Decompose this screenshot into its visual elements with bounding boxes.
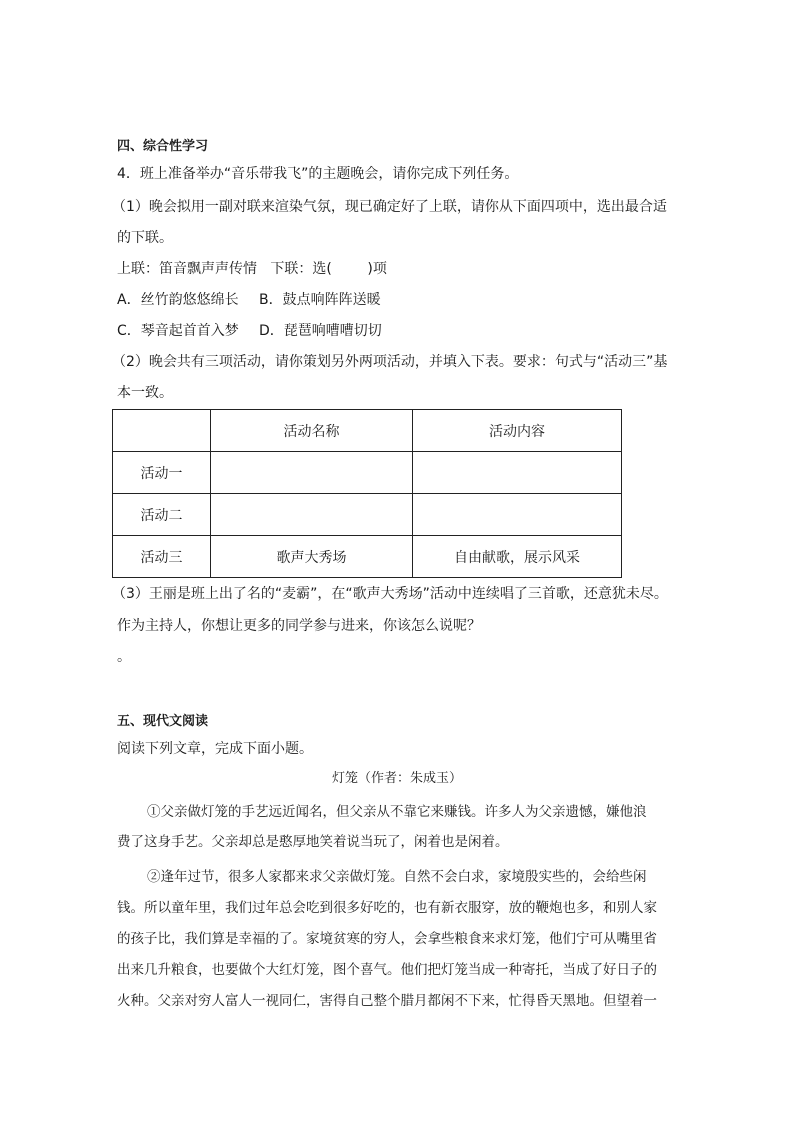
part2-line2: 本一致。 bbox=[117, 385, 173, 401]
article-para2-line4: 出来几升粮食，也要做个大红灯笼，图个喜气。他们把灯笼当成一种寄托，当成了好日子的 bbox=[117, 962, 657, 978]
table-row bbox=[113, 452, 622, 494]
part3-answer-end: 。 bbox=[117, 649, 131, 665]
article-para2-line3: 的孩子比，我们算是幸福的了。家境贫寒的穷人，会拿些粮食来求灯笼，他们宁可从嘴里省 bbox=[117, 931, 657, 947]
activity-table bbox=[112, 409, 622, 578]
couplet-line: 上联：笛音飘声声传情 下联：选( )项 bbox=[117, 261, 387, 277]
article-title: 灯笼（作者：朱成玉） bbox=[331, 771, 462, 786]
article-para1-line1: ①父亲做灯笼的手艺远近闻名，但父亲从不靠它来赚钱。许多人为父亲遗憾，嫌他浪 bbox=[147, 804, 647, 820]
option-c: C．琴音起首首入梦 bbox=[117, 323, 239, 339]
table-cell bbox=[211, 452, 413, 494]
section5-heading: 五、现代文阅读 bbox=[117, 714, 209, 729]
table-cell: 活动二 bbox=[113, 494, 211, 536]
table-cell: 活动三 bbox=[113, 536, 211, 578]
table-cell: 自由献歌，展示风采 bbox=[413, 536, 622, 578]
article-para2-line2: 钱。所以童年里，我们过年总会吃到很多好吃的，也有新衣服穿，放的鞭炮也多，和别人家 bbox=[117, 900, 657, 916]
table-cell: 歌声大秀场 bbox=[211, 536, 413, 578]
question-4: 4．班上准备举办“音乐带我飞”的主题晚会，请你完成下列任务。 bbox=[117, 166, 519, 182]
table-header-row bbox=[113, 410, 622, 452]
section4-heading: 四、综合性学习 bbox=[117, 139, 209, 154]
reading-instruction: 阅读下列文章，完成下面小题。 bbox=[117, 741, 313, 757]
option-b: B．鼓点响阵阵送暖 bbox=[259, 292, 381, 308]
table-header-cell: 活动内容 bbox=[413, 410, 622, 452]
table-cell bbox=[211, 494, 413, 536]
table-row bbox=[113, 494, 622, 536]
part3-line1: （3）王丽是班上出了名的“麦霸”，在“歌声大秀场”活动中连续唱了三首歌，还意犹未尽。 bbox=[112, 586, 668, 602]
table-cell bbox=[413, 452, 622, 494]
article-para2-line1: ②逢年过节，很多人家都来求父亲做灯笼。自然不会白求，家境殷实些的，会给些闲 bbox=[147, 869, 647, 885]
table-cell bbox=[413, 494, 622, 536]
table-row bbox=[113, 536, 622, 578]
part1-line2: 的下联。 bbox=[117, 230, 173, 246]
article-para2-line5: 火种。父亲对穷人富人一视同仁，害得自己整个腊月都闲不下来，忙得昏天黑地。但望着一 bbox=[117, 993, 657, 1009]
table-header-cell bbox=[113, 410, 211, 452]
table-header-cell: 活动名称 bbox=[211, 410, 413, 452]
part2-line1: （2）晚会共有三项活动，请你策划另外两项活动，并填入下表。要求：句式与“活动三”基 bbox=[112, 354, 668, 370]
part3-line2: 作为主持人，你想让更多的同学参与进来，你该怎么说呢？ bbox=[117, 618, 481, 634]
option-a: A．丝竹韵悠悠绵长 bbox=[117, 292, 239, 308]
table-cell: 活动一 bbox=[113, 452, 211, 494]
article-para1-line2: 费了这身手艺。父亲却总是憨厚地笑着说当玩了，闲着也是闲着。 bbox=[117, 834, 509, 850]
part1-line1: （1）晚会拟用一副对联来渲染气氛，现已确定好了上联，请你从下面四项中，选出最合适 bbox=[112, 199, 667, 215]
option-d: D．琵琶响嘈嘈切切 bbox=[259, 323, 382, 339]
